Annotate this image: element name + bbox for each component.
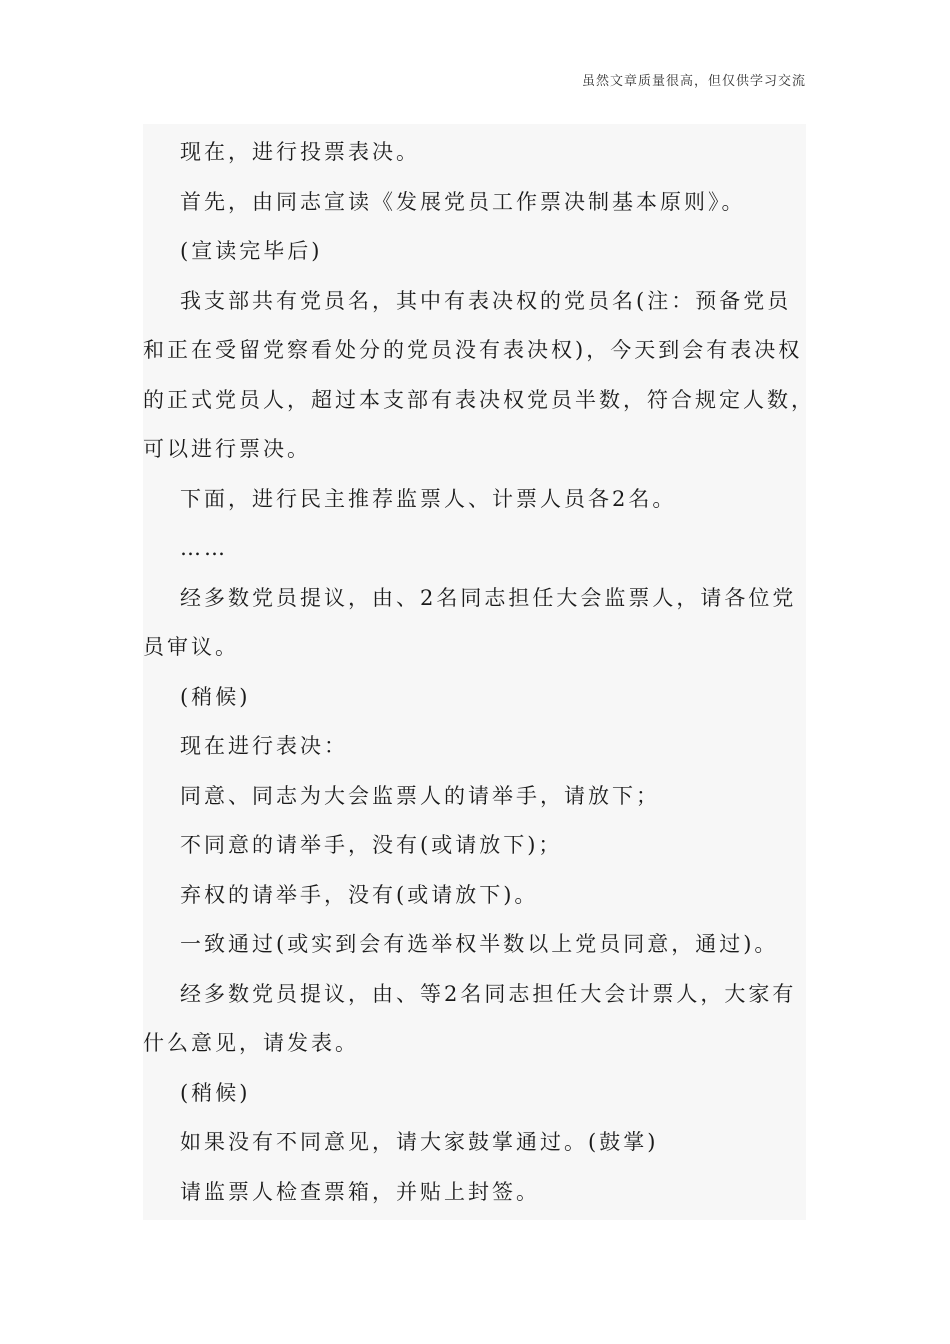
paragraph-line: 经多数党员提议，由、等2名同志担任大会计票人，大家有 xyxy=(180,981,797,1006)
paragraph-line: 弃权的请举手，没有(或请放下)。 xyxy=(180,882,539,907)
paragraph-line: 现在进行表决： xyxy=(180,734,348,758)
paragraph-line: 下面，进行民主推荐监票人、计票人员各2名。 xyxy=(180,486,677,511)
paragraph-line: 请监票人检查票箱，并贴上封签。 xyxy=(180,1179,540,1204)
paragraph-line: 如果没有不同意见，请大家鼓掌通过。(鼓掌) xyxy=(180,1130,659,1154)
paragraph-line: …… xyxy=(180,536,228,560)
paragraph-line: 经多数党员提议，由、2名同志担任大会监票人，请各位党 xyxy=(180,585,797,610)
paragraph-line: (稍候) xyxy=(180,1080,251,1105)
paragraph-line: (稍候) xyxy=(180,684,251,709)
paragraph-line: 可以进行票决。 xyxy=(143,437,311,461)
paragraph-line: 不同意的请举手，没有(或请放下)； xyxy=(180,833,563,857)
paragraph-line: 首先，由同志宣读《发展党员工作票决制基本原则》。 xyxy=(180,189,746,214)
paragraph-line: 什么意见，请发表。 xyxy=(143,1031,359,1055)
header-note: 虽然文章质量很高，但仅供学习交流 xyxy=(581,74,806,89)
paragraph-line: 员审议。 xyxy=(143,635,239,659)
document-body xyxy=(143,124,815,1220)
paragraph-line: 我支部共有党员名，其中有表决权的党员名(注：预备党员 xyxy=(180,288,792,313)
paragraph-line: 的正式党员人，超过本支部有表决权党员半数，符合规定人数， xyxy=(143,387,815,412)
paragraph-line: 和正在受留党察看处分的党员没有表决权)，今天到会有表决权 xyxy=(143,338,803,362)
paragraph-line: 一致通过(或实到会有选举权半数以上党员同意，通过)。 xyxy=(180,932,779,956)
paragraph-line: (宣读完毕后) xyxy=(180,239,323,263)
paragraph-line: 同意、同志为大会监票人的请举手，请放下； xyxy=(180,783,660,808)
paragraph-line: 现在，进行投票表决。 xyxy=(180,140,420,164)
